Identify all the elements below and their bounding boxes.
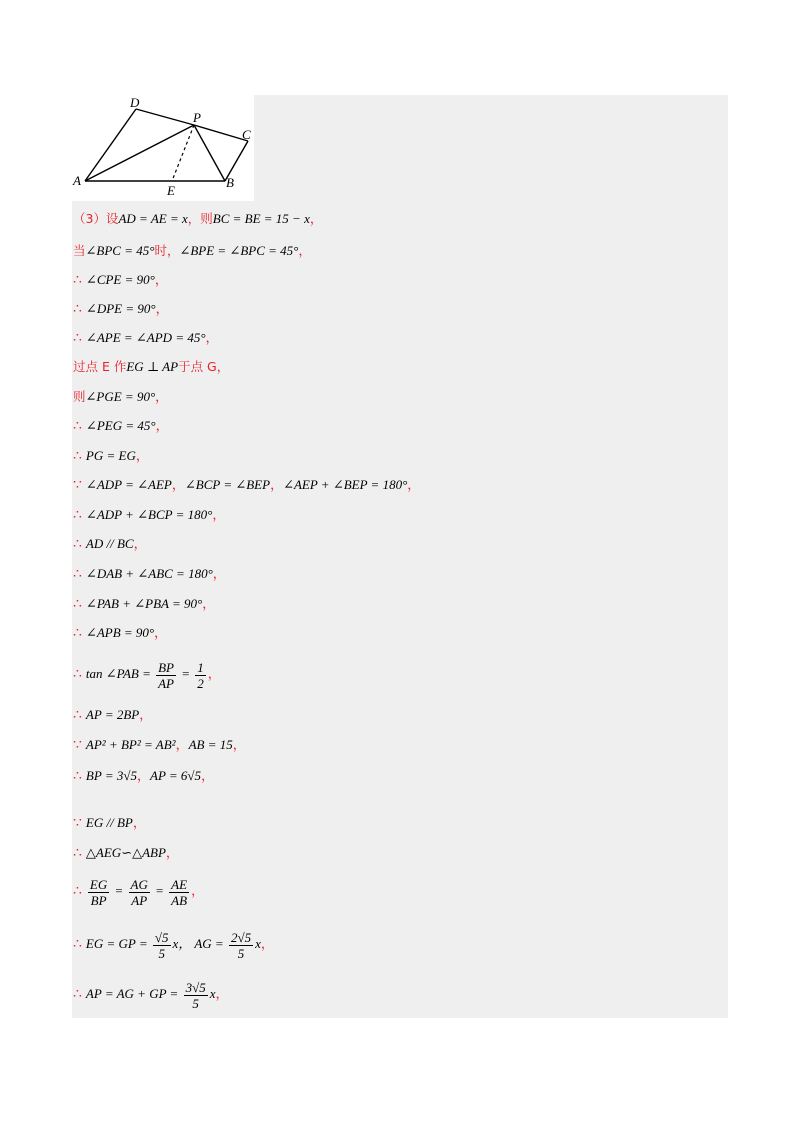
math-expression: EG ⊥ AP bbox=[126, 359, 179, 374]
fraction-3root5-over-5-numerator: 3√5 bbox=[185, 979, 206, 995]
therefore-symbol: ∴ bbox=[73, 597, 82, 612]
solution-line bbox=[73, 503, 225, 527]
line-suffix: ， bbox=[154, 272, 168, 287]
line-suffix: ， bbox=[215, 986, 229, 1001]
math-expression: AD // BC bbox=[85, 536, 134, 551]
line-prefix: 过点 E 作 bbox=[73, 359, 127, 374]
fraction-ag-ap bbox=[129, 877, 150, 908]
quadrilateral-diagram bbox=[72, 95, 254, 201]
line-suffix: ， bbox=[260, 936, 274, 951]
line-suffix: ， bbox=[165, 845, 179, 860]
variable-x: x bbox=[172, 936, 179, 951]
line-suffix: ， bbox=[155, 418, 169, 433]
math-expression: ∠APE = ∠APD = 45° bbox=[85, 330, 206, 345]
fraction-root5-over-5-numerator: √5 bbox=[154, 929, 169, 945]
line-suffix: ， bbox=[407, 477, 421, 492]
math-expression: ∠ADP = ∠AEP bbox=[85, 477, 172, 492]
math-expression: ∠DPE = 90° bbox=[85, 301, 156, 316]
therefore-symbol: ∴ bbox=[73, 537, 82, 552]
segment-dp bbox=[136, 109, 194, 125]
fraction-bp-ap-denominator: AP bbox=[158, 675, 174, 691]
fraction-root5-over-5-denominator: 5 bbox=[158, 945, 165, 961]
math-expression: ∠BCP = ∠BEP bbox=[184, 477, 271, 492]
math-expression: ∠PAB + ∠PBA = 90° bbox=[85, 596, 203, 611]
line-suffix: ， bbox=[201, 768, 215, 783]
math-expression: ∠PEG = 45° bbox=[85, 418, 156, 433]
solution-line bbox=[73, 473, 420, 497]
fraction-ae-ab-numerator: AE bbox=[171, 876, 188, 892]
line-suffix: ， bbox=[205, 330, 219, 345]
math-expression: AP = 6√5 bbox=[150, 768, 202, 783]
therefore-symbol: ∴ bbox=[73, 884, 82, 899]
equals: = bbox=[151, 883, 168, 898]
fraction-3root5-over-5-denominator: 5 bbox=[192, 995, 199, 1011]
segment-ad bbox=[85, 109, 136, 181]
fraction-bp-ap bbox=[156, 660, 176, 691]
fraction-2root5-over-5-denominator: 5 bbox=[237, 945, 245, 961]
solution-line bbox=[73, 621, 167, 645]
math-expression: EG // BP bbox=[85, 815, 133, 830]
label-b: B bbox=[226, 175, 234, 190]
math-expression: ∠BPE = ∠BPC = 45° bbox=[179, 243, 299, 258]
math-expression: ∠ADP + ∠BCP = 180° bbox=[85, 507, 213, 522]
math-expression: BC = BE = 15 − x bbox=[212, 211, 310, 226]
segment-ap bbox=[85, 125, 194, 181]
solution-line bbox=[73, 207, 323, 231]
fraction-ag-ap-numerator: AG bbox=[130, 876, 148, 892]
line-prefix: 当 bbox=[73, 243, 86, 258]
solution-line bbox=[73, 703, 152, 727]
fraction-3root5-over-5 bbox=[184, 980, 208, 1011]
line-suffix: ， bbox=[132, 815, 146, 830]
variable-x: x bbox=[255, 936, 261, 951]
label-c: C bbox=[242, 127, 251, 142]
line-suffix: ， bbox=[155, 389, 169, 404]
line-suffix: ， bbox=[212, 566, 226, 581]
math-expression: ∠AEP + ∠BEP = 180° bbox=[283, 477, 408, 492]
solution-line bbox=[73, 444, 149, 468]
math-expression: AB = 15 bbox=[188, 737, 233, 752]
fraction-bp-ap-numerator: BP bbox=[158, 659, 174, 675]
math-expression: ∠PGE = 90° bbox=[85, 389, 156, 404]
solution-line bbox=[73, 385, 168, 409]
ratio-line bbox=[73, 873, 204, 909]
because-symbol: ∵ bbox=[73, 478, 82, 493]
therefore-symbol: ∴ bbox=[73, 331, 82, 346]
math-expression: ∠DAB + ∠ABC = 180° bbox=[85, 566, 213, 581]
tan-line bbox=[73, 656, 221, 692]
solution-line bbox=[73, 355, 229, 379]
geometry-figure bbox=[72, 95, 254, 201]
label-d: D bbox=[130, 95, 140, 110]
separator: ， bbox=[136, 768, 150, 783]
solution-line bbox=[73, 841, 179, 865]
therefore-symbol: ∴ bbox=[73, 987, 82, 1002]
line-suffix: ， bbox=[298, 243, 312, 258]
fraction-eg-bp-numerator: EG bbox=[89, 876, 108, 892]
therefore-symbol: ∴ bbox=[73, 302, 82, 317]
label-p: P bbox=[193, 110, 201, 125]
segment-pe-dashed bbox=[172, 125, 194, 181]
therefore-symbol: ∴ bbox=[73, 708, 82, 723]
math-expression: ， AG = bbox=[178, 936, 227, 951]
separator: ， bbox=[171, 477, 185, 492]
variable-x: x bbox=[209, 986, 216, 1001]
ap-sum-line bbox=[73, 976, 229, 1012]
solution-line bbox=[73, 592, 215, 616]
solution-line bbox=[73, 239, 311, 263]
because-symbol: ∵ bbox=[73, 738, 82, 753]
fraction-one-half-denominator: 2 bbox=[197, 675, 204, 691]
fraction-one-half bbox=[195, 660, 206, 691]
solution-line bbox=[73, 532, 147, 556]
fraction-ae-ab bbox=[169, 877, 189, 908]
line-suffix: ， bbox=[139, 707, 153, 722]
therefore-symbol: ∴ bbox=[73, 567, 82, 582]
separator: ， bbox=[270, 477, 284, 492]
fraction-2root5-over-5-numerator: 2√5 bbox=[230, 929, 252, 945]
math-expression: ∠BPC = 45° bbox=[85, 243, 155, 258]
line-suffix: ， bbox=[133, 536, 147, 551]
label-e: E bbox=[167, 183, 175, 198]
fraction-eg-bp bbox=[88, 877, 109, 908]
line-suffix: ， bbox=[202, 596, 216, 611]
therefore-symbol: ∴ bbox=[73, 419, 82, 434]
therefore-symbol: ∴ bbox=[73, 449, 82, 464]
math-expression: ∠APB = 90° bbox=[85, 625, 155, 640]
line-suffix: ， bbox=[155, 301, 169, 316]
solution-line bbox=[73, 733, 246, 757]
fraction-2root5-over-5 bbox=[229, 930, 253, 961]
line-prefix: （3）设 bbox=[73, 211, 119, 226]
therefore-symbol: ∴ bbox=[73, 667, 82, 682]
therefore-symbol: ∴ bbox=[73, 937, 82, 952]
therefore-symbol: ∴ bbox=[73, 769, 82, 784]
math-expression: AP² + BP² = AB² bbox=[85, 737, 176, 752]
math-expression: PG = EG bbox=[85, 448, 136, 463]
equals: = bbox=[111, 883, 127, 898]
fraction-eg-bp-denominator: BP bbox=[90, 892, 107, 908]
line-suffix: ， bbox=[135, 448, 149, 463]
math-expression: △AEG∽△ABP bbox=[85, 845, 166, 860]
math-expression: AP = AG + GP = bbox=[85, 986, 182, 1001]
line-prefix: 则 bbox=[73, 389, 86, 404]
line-suffix: ， bbox=[207, 666, 221, 681]
therefore-symbol: ∴ bbox=[73, 273, 82, 288]
math-expression: tan ∠PAB = bbox=[85, 666, 155, 681]
math-expression: AP = 2BP bbox=[85, 707, 140, 722]
fraction-ae-ab-denominator: AB bbox=[171, 892, 188, 908]
fraction-one-half-numerator: 1 bbox=[197, 659, 204, 675]
math-expression: EG = GP = bbox=[85, 936, 151, 951]
solution-line bbox=[73, 414, 169, 438]
therefore-symbol: ∴ bbox=[73, 846, 82, 861]
equals: = bbox=[178, 666, 194, 681]
solution-line bbox=[73, 297, 169, 321]
solution-line bbox=[73, 326, 219, 350]
therefore-symbol: ∴ bbox=[73, 626, 82, 641]
line-suffix: ， bbox=[191, 883, 205, 898]
solution-line bbox=[73, 811, 146, 835]
line-suffix: ， bbox=[309, 211, 323, 226]
line-suffix: ， bbox=[154, 625, 168, 640]
math-expression: BP = 3√5 bbox=[85, 768, 137, 783]
solution-line bbox=[73, 268, 168, 292]
eg-gp-line bbox=[73, 926, 274, 962]
label-a: A bbox=[73, 173, 81, 188]
separator: 时， bbox=[154, 243, 180, 258]
fraction-root5-over-5 bbox=[153, 930, 171, 961]
line-suffix: ， bbox=[212, 507, 226, 522]
line-suffix: ， bbox=[232, 737, 246, 752]
separator: 于点 G， bbox=[178, 359, 230, 374]
solution-line bbox=[73, 764, 214, 788]
separator: ，则 bbox=[187, 211, 213, 226]
because-symbol: ∵ bbox=[73, 816, 82, 831]
math-expression: AD = AE = x bbox=[118, 211, 188, 226]
fraction-ag-ap-denominator: AP bbox=[131, 892, 148, 908]
therefore-symbol: ∴ bbox=[73, 508, 82, 523]
separator: ， bbox=[175, 737, 189, 752]
solution-line bbox=[73, 562, 226, 586]
math-expression: ∠CPE = 90° bbox=[85, 272, 155, 287]
